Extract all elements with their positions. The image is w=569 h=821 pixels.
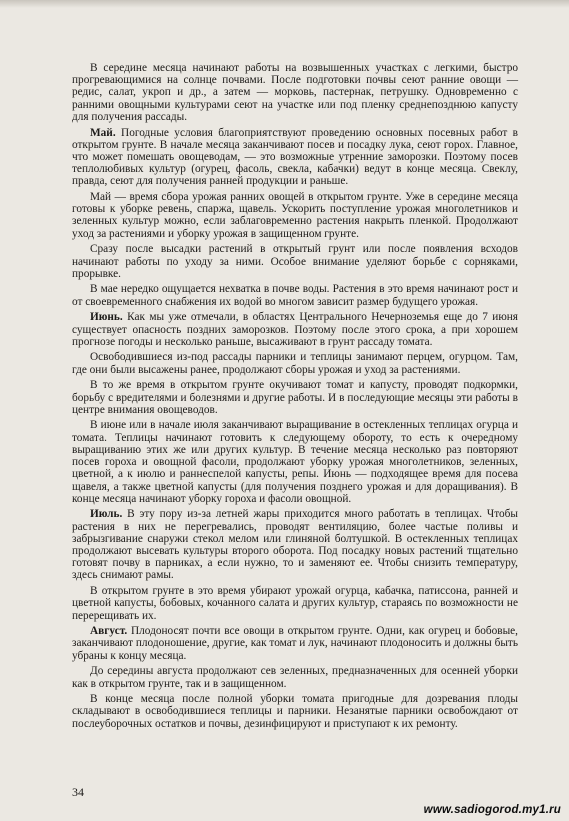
month-heading-august: Август.	[90, 625, 128, 638]
paragraph-august: Август. Плодоносят почти все овощи в открытом грунте. Одни, как огурец и бобовые, заканчивают плодоношение, другие, как томат и лук, начинают плодоносить и должны быть убраны к концу месяца.	[72, 625, 518, 662]
month-heading-july: Июль.	[90, 508, 123, 521]
paragraph-8: В то же время в открытом грунте окучивают томат и капусту, проводят подкормки, борьбу с вредителями и болезнями и другие работы. И в последующие месяцы эти работы в центре внимания овощеводов.	[72, 379, 518, 416]
paragraph-june: Июнь. Как мы уже отмечали, в областях Центрального Нечерноземья еще до 7 июня существует опасность поздних заморозков. Поэтому после этого срока, а при хорошем прогнозе погоды и несколько раньше, высаживают в грунт рассаду томата.	[72, 311, 518, 348]
month-heading-june: Июнь.	[90, 311, 123, 324]
paragraph-3: Май — время сбора урожая ранних овощей в открытом грунте. Уже в середине месяца готовы к уборке ревень, спаржа, щавель. Ускорить поступление урожая многолетников и зеленных культур можно, если заблаговременно растения накрыть пленкой. Продолжают уход за растениями и уборку урожая в защищенном грунте.	[72, 191, 518, 240]
paragraph-1: В середине месяца начинают работы на возвышенных участках с легкими, быстро прогревающимися на солнце почвами. После подготовки почвы сеют ранние овощи — редис, салат, укроп и др., а затем — морковь, пастернак, петрушку. Одновременно с ранними овощными культурами сеют на участке или под пленку среднепозднюю капусту для получения рассады.	[72, 62, 518, 123]
paragraph-5: В мае нередко ощущается нехватка в почве воды. Растения в это время начинают рост и от своевременного снабжения их водой во многом зависит размер будущего урожая.	[72, 283, 518, 308]
paragraph-13: До середины августа продолжают сев зеленных, предназначенных для осенней уборки как в открытом грунте, так и в защищенном.	[72, 665, 518, 690]
paragraph-11: В открытом грунте в это время убирают урожай огурца, кабачка, патиссона, ранней и цветной капусты, бобовых, кочанного салата и других культур, стараясь по возможности не перерещивать их.	[72, 585, 518, 622]
paragraph-14: В конце месяца после полной уборки томата пригодные для дозревания плоды складывают в освободившиеся теплицы и парники. Незанятые парники освобождают от послеуборочных остатков и почвы, дезинфицируют и приступают к их ремонту.	[72, 693, 518, 730]
paragraph-4: Сразу после высадки растений в открытый грунт или после появления всходов начинают работы по уходу за ними. Особое внимание уделяют борьбе с сорняками, прорывке.	[72, 243, 518, 280]
month-heading-may: Май.	[90, 126, 116, 139]
paragraph-may: Май. Погодные условия благоприятствуют проведению основных посевных работ в открытом грунте. В начале месяца заканчивают посев и посадку лука, сеют горох. Главное, что может помешать овощеводам, — это возможные утренние заморозки. Поэтому посев теплолюбивых культур (огурец, фасоль, свекла, кабачки) ведут в конце месяца. Свеклу, правда, сеют для получения ранней продукции и раньше.	[72, 126, 518, 188]
page-top-edge	[0, 0, 569, 8]
paragraph-7: Освободившиеся из-под рассады парники и теплицы занимают перцем, огурцом. Там, где они были высажены ранее, продолжают сборы урожая и уход за растениями.	[72, 351, 518, 376]
body-text	[72, 62, 518, 733]
watermark: www.sadiogorod.my1.ru	[423, 804, 561, 816]
paragraph-july: Июль. В эту пору из-за летней жары приходится много работать в теплицах. Чтобы растения в них не перегревались, проводят вентиляцию, более частые поливы и забрызгивание снаружи стекол мелом или глиняной болтушкой. В остекленных теплицах продолжают высевать культуры второго оборота. Под посадку новых растений тщательно готовят почву в парниках, а если нужно, то и заменяют ее. Чтобы снизить температуру, здесь снимают рамы.	[72, 508, 518, 582]
paragraph-9: В июне или в начале июля заканчивают выращивание в остекленных теплицах огурца и томата. Теплицы начинают готовить к следующему обороту, то есть к очередному выращиванию этих же или других культур. В течение месяца несколько раз повторяют посев гороха и овощной фасоли, продолжают уборку урожая многолетников, зеленных, цветной, а к июлю и раннеспелой капусты, репы. Июнь — подходящее время для посева щавеля, а также цветной капусты (для получения позднего урожая и для доращивания). В конце месяца начинают уборку гороха и фасоли овощной.	[72, 419, 518, 505]
page-number: 34	[72, 785, 84, 799]
